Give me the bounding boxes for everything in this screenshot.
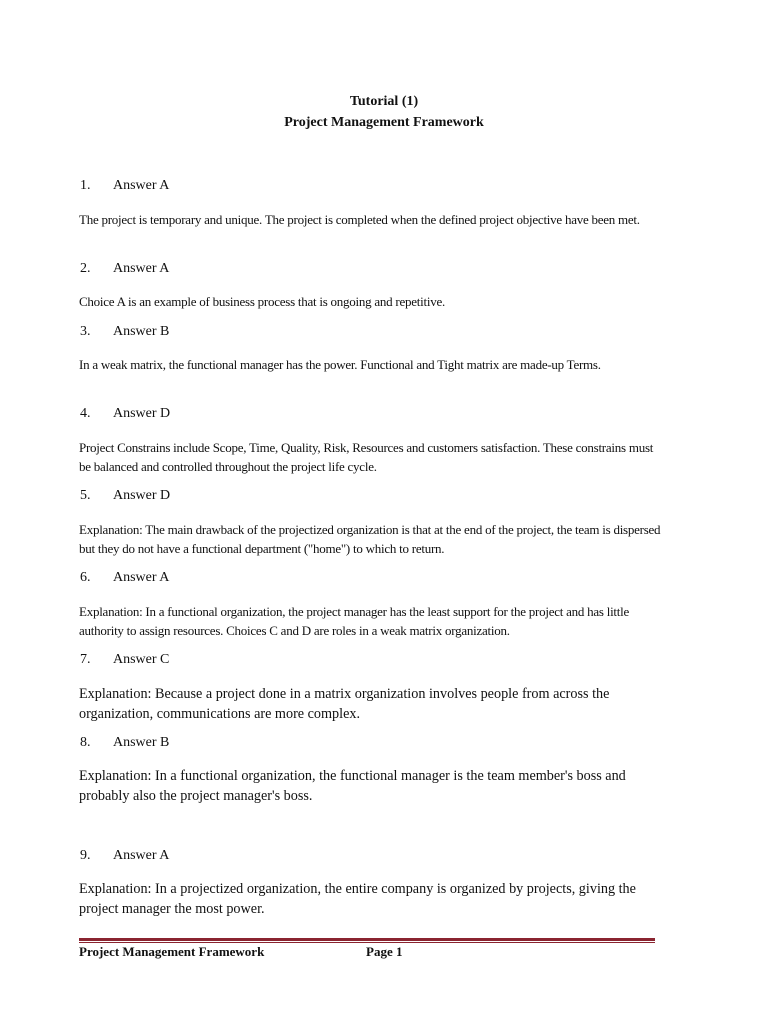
answer-label: Answer D [113,488,171,503]
answer-label: Answer A [113,570,170,585]
answer-label: Answer A [113,261,170,276]
answer-label: Answer B [113,735,170,750]
question-number: 5. [80,488,91,503]
answer-label: Answer C [113,652,170,667]
question-number: 3. [80,324,91,339]
explanation-text: The project is temporary and unique. The project is completed when the defined project objective have been met. [79,212,640,227]
explanation-text: Explanation: In a projectized organization, the entire company is organized by projects, giving the project manager the most power. [79,881,636,917]
footer-rule-thin [79,942,655,943]
question-number: 8. [80,735,91,750]
explanation-text: In a weak matrix, the functional manager has the power. Functional and Tight matrix are made-up Terms. [79,357,601,372]
explanation-text: Choice A is an example of business process that is ongoing and repetitive. [79,294,446,309]
answer-label: Answer A [113,178,170,193]
document-title: Tutorial (1) [349,94,419,109]
footer-title: Project Management Framework [79,944,265,959]
footer-rule-thick [79,938,655,941]
question-number: 9. [80,848,91,863]
answer-label: Answer A [113,848,170,863]
question-number: 2. [80,261,91,276]
explanation-text: Explanation: Because a project done in a matrix organization involves people from across the organization, communications are more complex. [79,686,610,722]
explanation-text: Explanation: The main drawback of the projectized organization is that at the end of the project, the team is dispersed but they do not have a functional department ("home") to which to return. [79,522,661,556]
question-number: 6. [80,570,91,585]
question-number: 7. [80,652,91,667]
answer-label: Answer B [113,324,170,339]
question-number: 4. [80,406,91,421]
explanation-text: Explanation: In a functional organization, the functional manager is the team member's boss and probably also the project manager's boss. [79,768,626,804]
explanation-text: Explanation: In a functional organization, the project manager has the least support for the project and has little authority to assign resources. Choices C and D are roles in a weak matrix organization. [79,604,630,638]
question-number: 1. [80,178,91,193]
explanation-text: Project Constrains include Scope, Time, Quality, Risk, Resources and customers satisfaction. These constrains must be balanced and controlled throughout the project life cycle. [79,440,654,474]
answer-label: Answer D [113,406,171,421]
document-subtitle: Project Management Framework [284,115,484,130]
page-number: Page 1 [366,944,403,959]
